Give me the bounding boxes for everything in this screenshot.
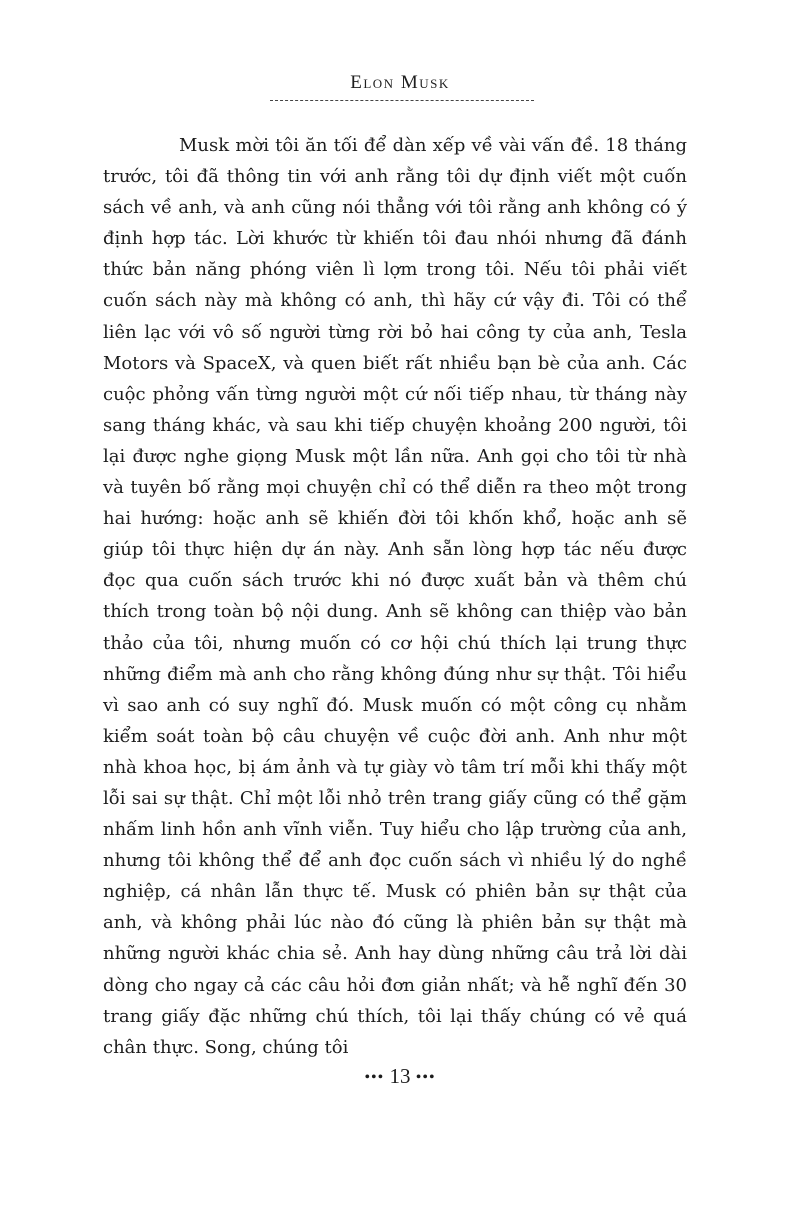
running-head: Elon Musk — [350, 72, 450, 93]
header-rule — [270, 100, 534, 101]
folio-ornament-left: ••• — [364, 1069, 385, 1086]
folio-ornament-right: ••• — [415, 1069, 436, 1086]
page-number: 13 — [389, 1064, 411, 1088]
page-folio — [0, 1064, 800, 1089]
body-paragraph: Musk mời tôi ăn tối để dàn xếp về vài vấn đề. 18 tháng trước, tôi đã thông tin với anh rằng tôi dự định viết một cuốn sách về anh, và anh cũng nói thẳng với tôi rằng anh không có ý định hợp tác. Lời khước từ khiến tôi đau nhói nhưng đã đánh thức bản năng phóng viên lì lợm trong tôi. Nếu tôi phải viết cuốn sách này mà không có anh, thì hãy cứ vậy đi. Tôi có thể liên lạc với vô số người từng rời bỏ hai công ty của anh, Tesla Motors và SpaceX, và quen biết rất nhiều bạn bè của anh. Các cuộc phỏng vấn từng người một cứ nối tiếp nhau, từ tháng này sang tháng khác, và sau khi tiếp chuyện khoảng 200 người, tôi lại được nghe giọng Musk một lần nữa. Anh gọi cho tôi từ nhà và tuyên bố rằng mọi chuyện chỉ có thể diễn ra theo một trong hai hướng: hoặc anh sẽ khiến đời tôi khốn khổ, hoặc anh sẽ giúp tôi thực hiện dự án này. Anh sẵn lòng hợp tác nếu được đọc qua cuốn sách trước khi nó được xuất bản và thêm chú thích trong toàn bộ nội dung. Anh sẽ không can thiệp vào bản thảo của tôi, nhưng muốn có cơ hội chú thích lại trung thực những điểm mà anh cho rằng không đúng như sự thật. Tôi hiểu vì sao anh có suy nghĩ đó. Musk muốn có một công cụ nhằm kiểm soát toàn bộ câu chuyện về cuộc đời anh. Anh như một nhà khoa học, bị ám ảnh và tự giày vò tâm trí mỗi khi thấy một lỗi sai sự thật. Chỉ một lỗi nhỏ trên trang giấy cũng có thể gặm nhấm linh hồn anh vĩnh viễn. Tuy hiểu cho lập trường của anh, nhưng tôi không thể để anh đọc cuốn sách vì nhiều lý do nghề nghiệp, cá nhân lẫn thực tế. Musk có phiên bản sự thật của anh, và không phải lúc nào đó cũng là phiên bản sự thật mà những người khác chia sẻ. Anh hay dùng những câu trả lời dài dòng cho ngay cả các câu hỏi đơn giản nhất; và hễ nghĩ đến 30 trang giấy đặc những chú thích, tôi lại thấy chúng có vẻ quá chân thực. Song, chúng tôi — [103, 135, 687, 1058]
